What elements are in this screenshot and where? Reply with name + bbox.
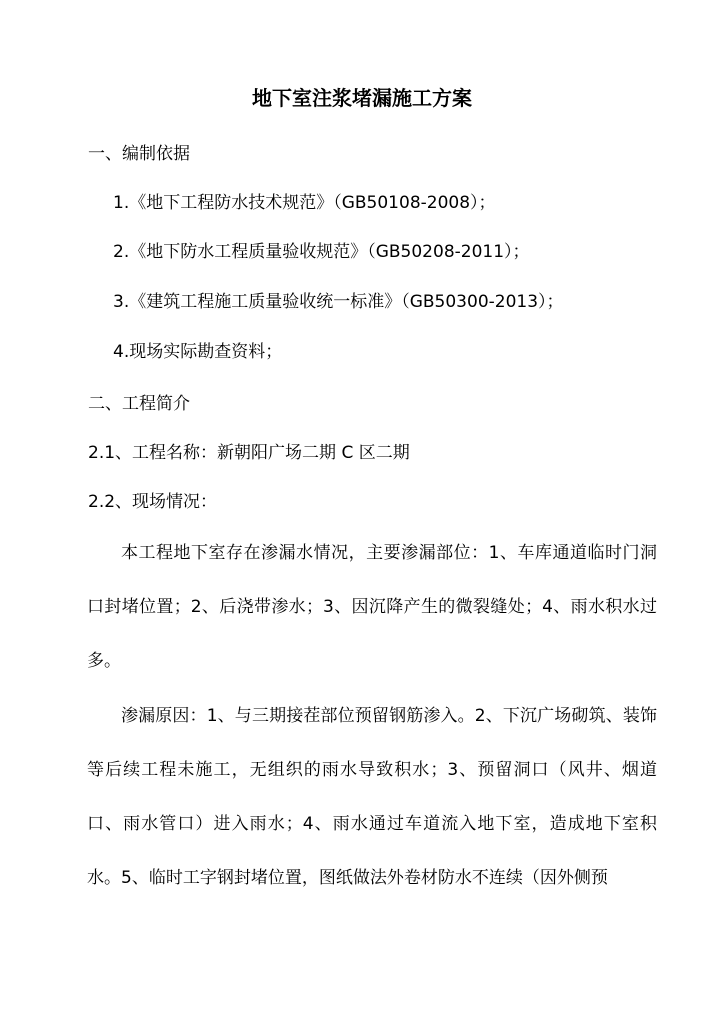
site-condition-heading: 2.2、现场情况： [88,492,218,512]
basis-item-1: 1.《地下工程防水技术规范》（GB50108-2008）； [113,193,496,213]
document-title: 地下室注浆堵漏施工方案 [252,86,472,110]
basis-item-4: 4.现场实际勘查资料； [113,342,283,362]
project-name-line: 2.1、工程名称：新朝阳广场二期 C 区二期 [88,443,410,463]
section-heading-overview: 二、工程简介 [88,394,190,414]
leakage-causes-paragraph: 渗漏原因：1、与三期接茬部位预留钢筋渗入。2、下沉广场砌筑、装饰等后续工程未施工，无组织的雨水导致积水；3、预留洞口（风井、烟道口、雨水管口）进入雨水；4、雨水通过车道流入地下室，造成地下室积水。5、临时工字钢封堵位置，图纸做法外卷材防水不连续（因外侧预 [87,706,657,888]
section-heading-basis: 一、编制依据 [88,144,190,164]
leakage-locations-paragraph: 本工程地下室存在渗漏水情况，主要渗漏部位：1、车库通道临时门洞口封堵位置；2、后浇带渗水；3、因沉降产生的微裂缝处；4、雨水积水过多。 [87,543,657,671]
basis-item-3: 3.《建筑工程施工质量验收统一标准》（GB50300-2013）； [113,292,564,312]
basis-item-2: 2.《地下防水工程质量验收规范》（GB50208-2011）； [113,242,530,262]
